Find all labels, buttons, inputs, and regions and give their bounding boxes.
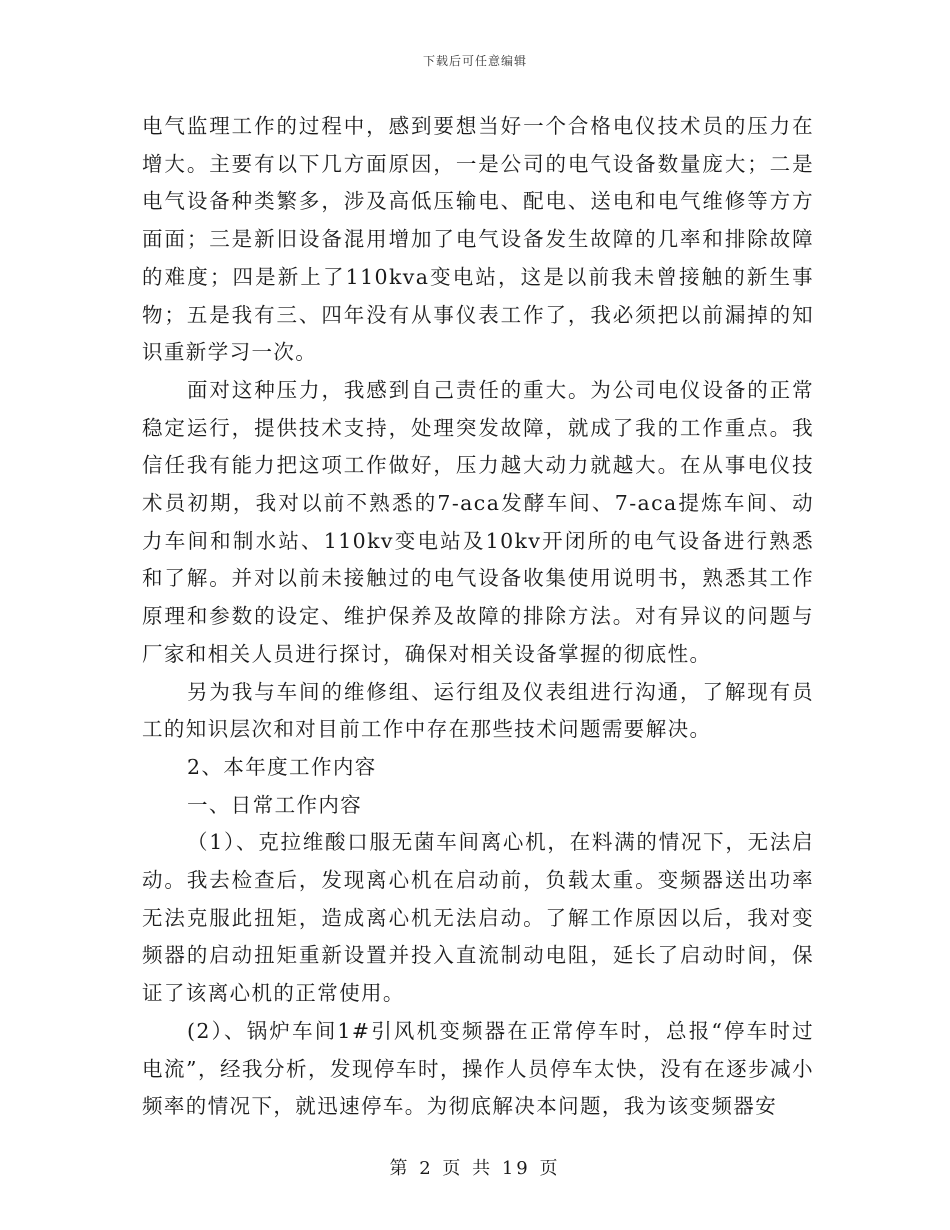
paragraph: 面对这种压力，我感到自己责任的重大。为公司电仪设备的正常稳定运行，提供技术支持，处理突发故障，就成了我的工作重点。我信任我有能力把这项工作做好，压力越大动力就越大。在从事电仪技术员初期，我对以前不熟悉的7-aca发酵车间、7-aca提炼车间、动力车间和制水站、110kv变电站及10kv开闭所的电气设备进行熟悉和了解。并对以前未接触过的电气设备收集使用说明书，熟悉其工作原理和参数的设定、维护保养及故障的排除方法。对有异议的问题与厂家和相关人员进行探讨，确保对相关设备掌握的彻底性。 — [142, 377, 814, 666]
header-note: 下载后可任意编辑 — [422, 54, 527, 68]
paragraph: （1）、克拉维酸口服无菌车间离心机，在料满的情况下，无法启动。我去检查后，发现离心机在启动前，负载太重。变频器送出功率无法克服此扭矩，造成离心机无法启动。了解工作原因以后，我对变频器的启动扭矩重新设置并投入直流制动电阻，延长了启动时间，保证了该离心机的正常使用。 — [142, 830, 814, 1006]
subsection-heading: 一、日常工作内容 — [187, 792, 363, 817]
section-heading: 2、本年度工作内容 — [187, 754, 377, 779]
document-body — [142, 108, 814, 1126]
paragraph: 另为我与车间的维修组、运行组及仪表组进行沟通，了解现有员工的知识层次和对目前工作中存在那些技术问题需要解决。 — [142, 679, 814, 742]
page-number: 第 2 页 共 19 页 — [389, 1158, 561, 1179]
paragraph: 电气监理工作的过程中，感到要想当好一个合格电仪技术员的压力在增大。主要有以下几方面原因，一是公司的电气设备数量庞大；二是电气设备种类繁多，涉及高低压输电、配电、送电和电气维修等方方面面；三是新旧设备混用增加了电气设备发生故障的几率和排除故障的难度；四是新上了110kva变电站，这是以前我未曾接触的新生事物；五是我有三、四年没有从事仪表工作了，我必须把以前漏掉的知识重新学习一次。 — [142, 114, 814, 365]
paragraph: (2）、锅炉车间1#引风机变频器在正常停车时，总报“停车时过电流”，经我分析，发现停车时，操作人员停车太快，没有在逐步减小频率的情况下，就迅速停车。为彻底解决本问题，我为该变频器安 — [142, 1018, 814, 1119]
